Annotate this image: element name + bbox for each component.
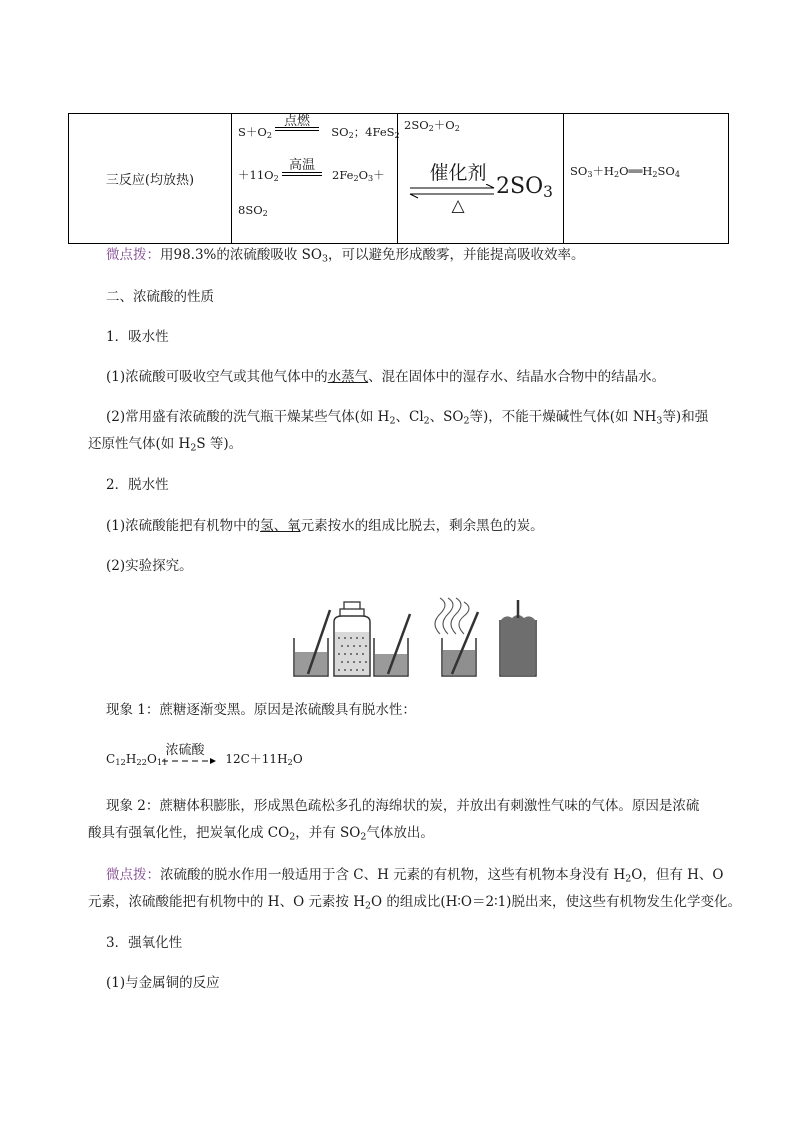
text: 、Cl [395,409,424,425]
eq-text: SO [570,164,588,178]
sub: 2 [360,831,367,843]
eq-sub: 2 [454,124,460,133]
pyrite-roast-equation-cont [238,203,268,217]
tip-label: 微点拨： [106,867,160,883]
equals-bar [282,175,322,176]
underlined-term: 氢、氧 [260,518,301,534]
pyrite-reaction-cell [232,114,398,244]
text: ，并有 SO [295,825,361,841]
eq-text: O [147,752,157,766]
heat-symbol: △ [451,196,465,216]
catalytic-oxidation-cell [398,114,564,244]
beaker-with-fumes-icon [435,598,478,676]
tip-text: 浓硫酸的脱水作用一般适用于含 C、H 元素的有机物，这些有机物本身没有 H [160,867,626,883]
eq-text: ＋ [373,168,385,182]
condition-high-temp: 高温 [288,158,315,173]
eq-sub: 4 [674,170,680,179]
eq-sub: 2 [428,124,434,133]
text: (1)浓硫酸能把有机物中的 [106,518,261,534]
eq-sub: 2 [287,757,293,768]
text: 酸具有强氧化性，把炭氧化成 CO [88,825,290,841]
eq-sub: 3 [587,170,593,179]
text: 、SO [429,409,464,425]
reagent-bottle-icon [334,602,370,676]
text: 气体放出。 [366,825,434,841]
so2-oxidation-equation [404,118,460,132]
condition-conc-sulfuric-acid: 浓硫酸 [165,743,205,758]
eq-sub: 2 [273,174,279,183]
beaker-carbon-column-icon [500,600,536,676]
subsection-heading: 1．吸水性 [106,329,169,345]
tip-paragraph [106,861,726,889]
tip-text: 元素，浓硫酸能把有机物中的 H、O 元素按 H [88,894,365,910]
condition-ignite: 点燃 [283,114,310,129]
eq-text: 2Fe [332,168,354,182]
eq-text: 12C＋11H [225,752,288,766]
tip-label: 微点拨： [106,247,160,263]
paragraph [106,512,726,540]
eq-text: S＋O [238,125,267,139]
sub: 3 [656,415,663,427]
tip-text: O 的组成比(H∶O＝2∶1)脱出来，使这些有机物发生化学变化。 [371,894,741,910]
text: 等)，不能干燥碱性气体(如 NH [469,409,657,425]
equals-bar [275,130,319,131]
eq-sub: 12 [115,757,126,768]
beaker-icon [374,614,410,676]
underlined-term: 水蒸气 [327,369,369,385]
eq-sub: 2 [394,131,400,140]
phenomenon-2: 现象 2：蔗糖体积膨胀，形成黑色疏松多孔的海绵状的炭，并放出有刺激性气味的气体。原因是浓硫 [106,798,700,814]
eq-text: ＋H [592,164,614,178]
row-label: 三反应(均放热) [105,173,195,188]
eq-text: ；4FeS [353,125,395,139]
sub: 2 [389,415,396,427]
so3-absorption-equation [570,164,680,178]
subsection-heading: 2．脱水性 [106,477,169,493]
eq-sub: 2 [262,209,268,218]
paragraph: (2)实验探究。 [106,558,193,574]
text: (2)常用盛有浓硫酸的洗气瓶干燥某些气体(如 H [106,409,390,425]
phenomenon-1: 现象 1：蔗糖逐渐变黑。原因是浓硫酸具有脱水性： [106,702,416,718]
paragraph: (1)与金属铜的反应 [106,975,220,991]
eq-text: O [292,752,303,766]
paragraph [106,363,726,391]
eq-text: C [106,752,116,766]
equals-bar [275,127,319,128]
reaction-table [68,113,729,244]
paragraph-cont [88,430,708,458]
sub: 2 [289,831,296,843]
tip-paragraph-cont [88,888,741,916]
tip-sub: 2 [365,900,372,912]
tip-sub: 2 [625,873,632,885]
beaker-icon [294,610,330,676]
row-label-cell [69,114,232,244]
text: 元素按水的组成比脱去，剩余黑色的炭。 [300,518,544,534]
paragraph [106,403,726,431]
eq-text: 2SO [404,118,429,132]
eq-sub: 2 [266,131,272,140]
tip-paragraph [106,241,726,269]
text: S 等)。 [196,436,243,452]
equals-bar [282,172,322,173]
sub: 2 [423,415,430,427]
experiment-illustration [290,596,540,680]
eq-text: 8SO [238,203,263,217]
eq-sub: 2 [652,170,658,179]
tip-text: ，可以避免形成酸雾，并能提高吸收效率。 [328,247,585,263]
eq-sub: 3 [368,174,374,183]
eq-sub: 3 [543,182,553,201]
eq-text: O══H [619,164,653,178]
text: (1)浓硫酸可吸收空气或其他气体中的 [106,369,328,385]
absorption-cell [564,114,729,244]
eq-text: ＋11O [238,168,274,182]
text: 、混在固体中的湿存水、结晶水合物中的结晶水。 [368,369,666,385]
eq-sub: 2 [613,170,620,179]
eq-text: H [125,752,137,766]
phenomenon-2-cont [88,819,708,847]
eq-sub: 11 [156,757,168,768]
tip-text: 用98.3%的浓硫酸吸收 SO [160,247,322,263]
eq-text: O [358,168,369,182]
text: 等)和强 [662,409,709,425]
dashed-arrow-icon [160,756,216,766]
eq-sub: 2 [353,174,359,183]
product-so3 [496,174,553,199]
eq-text: SO [657,164,675,178]
section-heading: 二、浓硫酸的性质 [106,289,214,305]
subsection-heading: 3．强氧化性 [106,935,183,951]
text: 还原性气体(如 H [88,436,191,452]
tip-sub: 3 [322,253,329,265]
eq-text: 2SO [496,174,544,199]
eq-text: SO [331,125,349,139]
sub: 2 [463,415,470,427]
eq-sub: 22 [136,757,147,768]
eq-text: ＋O [433,118,455,132]
sub: 2 [190,442,197,454]
condition-catalyst: 催化剂 [429,162,487,184]
eq-sub: 2 [348,131,354,140]
table-row [69,114,729,244]
tip-text: O，但有 H、O [631,867,724,883]
